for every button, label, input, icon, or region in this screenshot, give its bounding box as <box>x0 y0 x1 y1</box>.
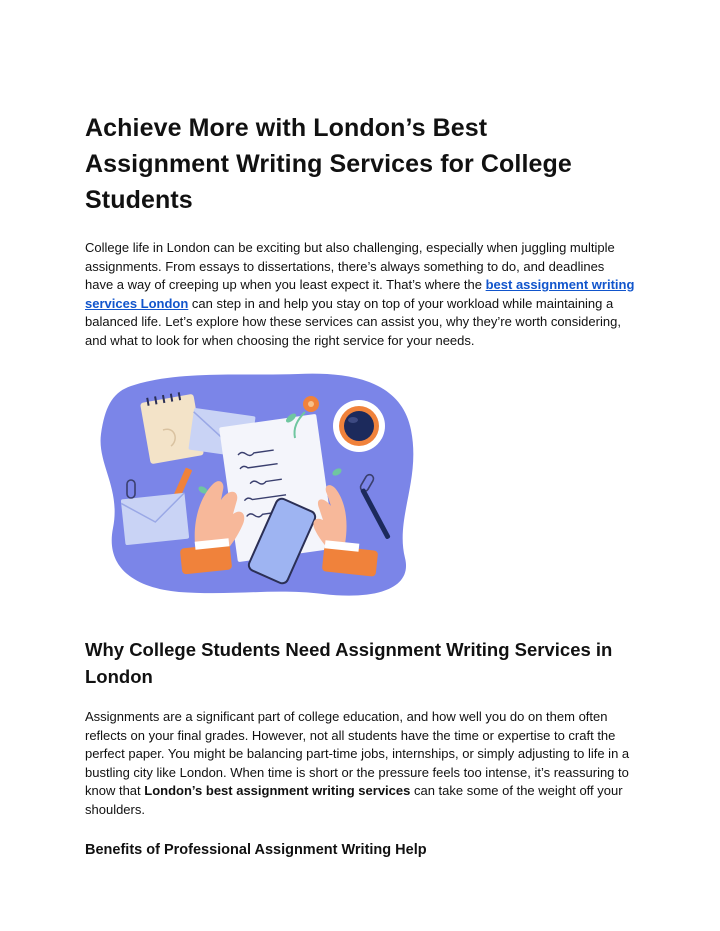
writing-desk-illustration <box>83 368 423 598</box>
best-assignment-services-link[interactable]: best assignment writing services London <box>85 277 635 311</box>
section-heading-why: Why College Students Need Assignment Writing Services in London <box>85 639 613 687</box>
section-why-text-start: Assignments are a significant part of college education, and how well you do on them often reflects on your final grades. However, not all students have the time or expertise to craft the perfect paper. You might be balancing part-time jobs, internships, or simply adjusting to life in a bustling city like London. When time is short or the pressure feels too intense, it’s reassuring to know that <box>85 709 630 798</box>
intro-paragraph <box>85 239 635 350</box>
intro-text-start: College life in London can be exciting but also challenging, especially when juggling multiple assignments. From essays to dissertations, there’s always something to do, and deadlines have a way of creeping up when you least expect it. That’s where the <box>85 240 615 292</box>
page-title: Achieve More with London’s Best Assignment Writing Services for College Students <box>85 114 572 214</box>
illustration-svg <box>83 368 423 598</box>
intro-text-end: can step in and help you stay on top of your workload while maintaining a balanced life. Let’s explore how these services can assist you, why they’re worth considering, and what to look for when choosing the right service for your needs. <box>85 295 621 348</box>
section-why-paragraph <box>85 708 635 819</box>
envelope-lower-icon <box>121 493 189 545</box>
coffee-cup-icon <box>333 400 385 452</box>
document-content <box>85 110 635 860</box>
section-why-text-end: can take some of the weight off your shoulders. <box>85 783 623 817</box>
section-heading-benefits: Benefits of Professional Assignment Writing Help <box>85 842 427 858</box>
section-why-bold-text: London’s best assignment writing services <box>144 783 411 798</box>
